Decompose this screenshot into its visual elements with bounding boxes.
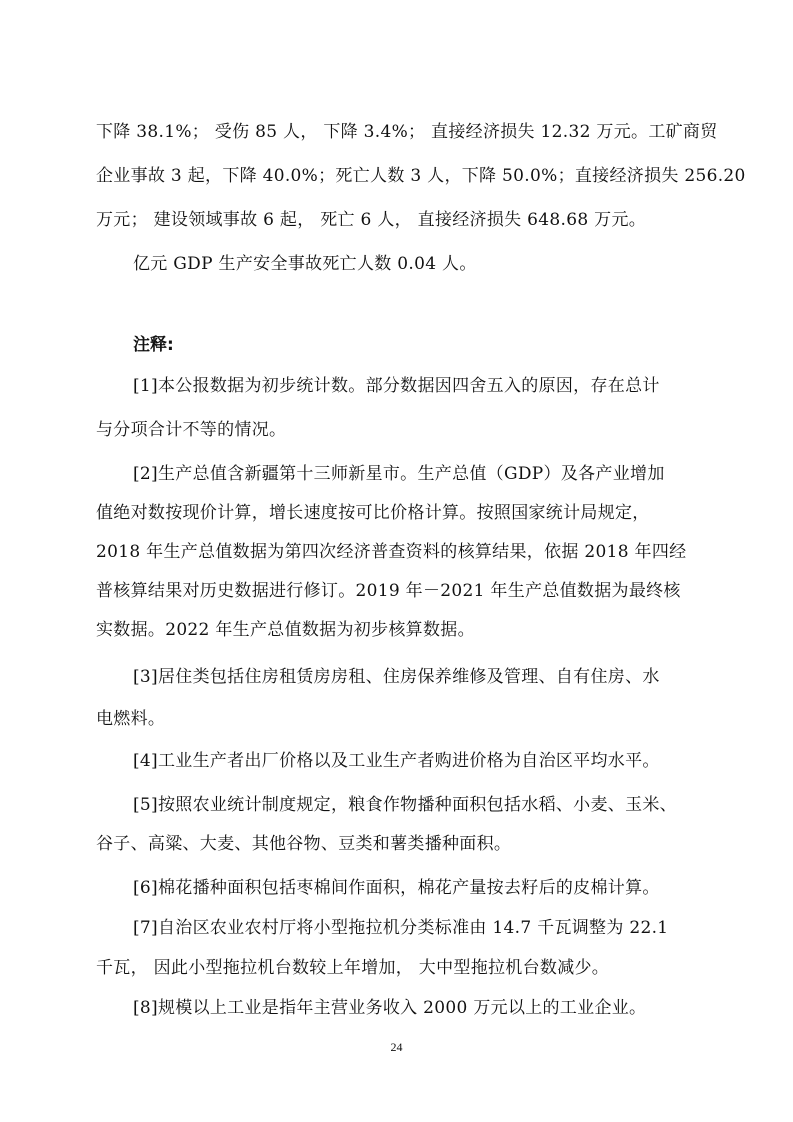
note-2-line: 2018 年生产总值数据为第四次经济普查资料的核算结果，依据 2018 年四经 — [96, 542, 687, 562]
note-3-line: [3]居住类包括住房租赁房房租、住房保养维修及管理、自有住房、水 — [133, 667, 660, 687]
page-number: 24 — [390, 1040, 403, 1054]
note-2-line: 值绝对数按现价计算，增长速度按可比价格计算。按照国家统计局规定， — [96, 503, 650, 523]
note-2-line: 普核算结果对历史数据进行修订。2019 年－2021 年生产总值数据为最终核 — [96, 581, 681, 601]
paragraph-line: 企业事故 3 起，下降 40.0%；死亡人数 3 人，下降 50.0%；直接经济损失 256.20 — [96, 166, 746, 186]
note-6-line: [6]棉花播种面积包括枣棉间作面积，棉花产量按去籽后的皮棉计算。 — [133, 878, 660, 898]
notes-heading: 注释: — [133, 335, 174, 355]
note-2-line: 实数据。2022 年生产总值数据为初步核算数据。 — [96, 620, 475, 640]
note-7-line: 千瓦， 因此小型拖拉机台数较上年增加， 大中型拖拉机台数减少。 — [96, 958, 610, 978]
paragraph-line: 亿元 GDP 生产安全事故死亡人数 0.04 人。 — [133, 254, 477, 274]
note-5-line: 谷子、高粱、大麦、其他谷物、豆类和薯类播种面积。 — [96, 834, 512, 854]
note-3-line: 电燃料。 — [96, 709, 166, 729]
note-4-line: [4]工业生产者出厂价格以及工业生产者购进价格为自治区平均水平。 — [133, 751, 660, 771]
note-7-line: [7]自治区农业农村厅将小型拖拉机分类标准由 14.7 千瓦调整为 22.1 — [133, 918, 669, 938]
note-5-line: [5]按照农业统计制度规定，粮食作物播种面积包括水稻、小麦、玉米、 — [133, 795, 677, 815]
paragraph-line: 万元； 建设领域事故 6 起， 死亡 6 人， 直接经济损失 648.68 万元。 — [96, 210, 647, 230]
paragraph-line: 下降 38.1%； 受伤 85 人， 下降 3.4%； 直接经济损失 12.32 万元。工矿商贸 — [96, 122, 718, 142]
note-1-line: [1]本公报数据为初步统计数。部分数据因四舍五入的原因，存在总计 — [133, 376, 660, 396]
note-2-line: [2]生产总值含新疆第十三师新星市。生产总值（GDP）及各产业增加 — [133, 464, 665, 484]
note-8-line: [8]规模以上工业是指年主营业务收入 2000 万元以上的工业企业。 — [133, 998, 647, 1018]
note-1-line: 与分项合计不等的情况。 — [96, 420, 287, 440]
